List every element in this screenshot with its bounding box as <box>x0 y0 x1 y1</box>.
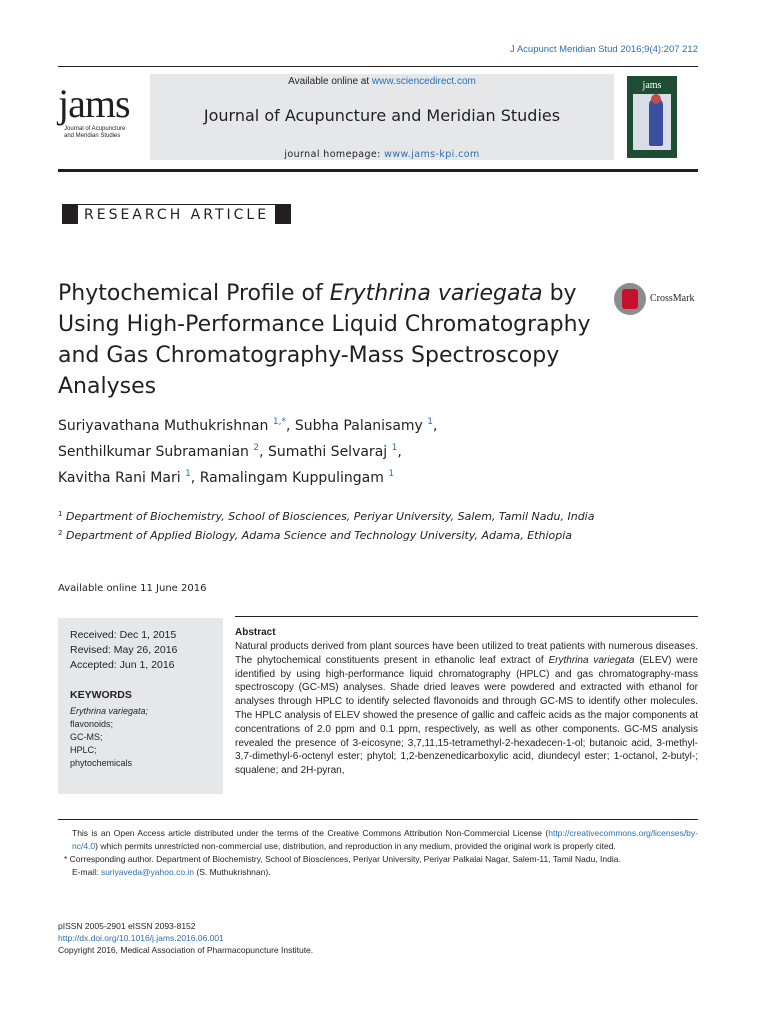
title-species: Erythrina variegata <box>329 281 543 306</box>
author-list <box>58 411 538 489</box>
license-link[interactable]: http://creativecommons.org/licenses/by-nc/4.0 <box>72 828 698 851</box>
article-title <box>58 278 618 402</box>
keyword-item: flavonoids; <box>70 719 114 729</box>
copyright-line: Copyright 2016, Medical Association of Pharmacopuncture Institute. <box>58 945 314 955</box>
doi-link[interactable]: http://dx.doi.org/10.1016/j.jams.2016.06.001 <box>58 933 224 943</box>
title-part-1: Phytochemical Profile of <box>58 281 330 306</box>
logo-subtitle <box>64 126 140 140</box>
author-separator: , <box>397 444 402 460</box>
author-affiliation-mark[interactable]: 1 <box>391 443 398 453</box>
logo-subtitle-line-1: Journal of Acupuncture <box>64 126 126 132</box>
logo-subtitle-line-2: and Meridian Studies <box>64 133 121 139</box>
abstract-heading: Abstract <box>235 627 276 638</box>
journal-cover-image <box>627 76 677 158</box>
author-separator: , <box>285 418 295 434</box>
article-type-text: RESEARCH ARTICLE <box>78 205 275 225</box>
logo-mark: jams <box>58 81 130 126</box>
article-dates <box>70 628 223 673</box>
available-online-date: Available online 11 June 2016 <box>58 583 207 594</box>
header-thick-rule <box>58 169 698 172</box>
jams-logo <box>58 81 140 150</box>
received-date: Received: Dec 1, 2015 <box>70 629 177 641</box>
crossmark-icon-inner <box>622 289 638 309</box>
article-type-label <box>62 204 291 224</box>
email-link[interactable]: suriyaveda@yahoo.co.in <box>100 867 195 877</box>
footnotes <box>58 827 698 879</box>
affiliation-item <box>58 507 618 524</box>
author-affiliation-mark[interactable]: 1 <box>427 417 434 427</box>
affiliation-number: 1 <box>58 510 63 518</box>
author-name: Senthilkumar Subramanian <box>58 444 249 460</box>
available-online-line <box>150 76 614 87</box>
journal-banner <box>150 74 614 160</box>
footnote-rule <box>58 819 698 820</box>
issn-line: pISSN 2005-2901 eISSN 2093-8152 <box>58 921 196 931</box>
crossmark-icon <box>614 283 646 315</box>
journal-title: Journal of Acupuncture and Meridian Studies <box>203 106 561 125</box>
abstract-species: Erythrina variegata <box>548 654 635 666</box>
author-name: Sumathi Selvaraj <box>268 444 388 460</box>
license-note <box>58 827 698 853</box>
author-name: Ramalingam Kuppulingam <box>199 470 384 486</box>
keyword-item: phytochemicals <box>70 758 133 768</box>
affiliation-item <box>58 526 618 543</box>
affiliation-text: Department of Biochemistry, School of Biosciences, Periyar University, Salem, Tamil Nadu, India <box>65 510 595 523</box>
author-affiliation-mark[interactable]: 1 <box>388 469 395 479</box>
author-separator: , <box>259 444 268 460</box>
homepage-link[interactable]: www.jams-kpi.com <box>384 149 480 160</box>
sciencedirect-link[interactable]: www.sciencedirect.com <box>371 76 476 87</box>
article-info-box <box>58 618 223 794</box>
keyword-item: Erythrina variegata; <box>70 706 149 716</box>
email-label: E-mail: <box>72 867 101 877</box>
affiliations <box>58 507 618 545</box>
keyword-item: HPLC; <box>70 745 97 755</box>
author-affiliation-mark[interactable]: 1 <box>185 469 191 479</box>
revised-date: Revised: May 26, 2016 <box>70 644 178 656</box>
homepage-prefix: journal homepage: <box>284 149 385 160</box>
affiliation-number: 2 <box>58 529 63 537</box>
author-separator: , <box>190 470 200 486</box>
keywords-heading: KEYWORDS <box>70 689 132 701</box>
author-affiliation-mark[interactable]: 2 <box>253 443 260 453</box>
author-affiliation-mark[interactable]: 1,* <box>272 417 286 427</box>
title-part-2: by Using High-Performance Liquid Chromatography and Gas Chromatography-Mass Spectroscopy Analyses <box>58 281 591 399</box>
header-rule <box>58 66 698 67</box>
crossmark-badge[interactable] <box>614 283 704 315</box>
cover-head-figure <box>651 94 661 104</box>
available-prefix: Available online at <box>288 76 372 87</box>
abstract-text-1: Natural products derived from plant sources have been utilized to treat patients with numerous diseases. The phytochemical constituents present in ethanolic leaf extract of <box>235 641 698 666</box>
publication-info <box>58 920 313 956</box>
email-line <box>58 866 698 879</box>
keyword-item: GC-MS; <box>70 732 103 742</box>
corresponding-author-note: * Corresponding author. Department of Biochemistry, School of Biosciences, Periyar University, Periyar Palkalai Nagar, Salem-11, Tamil Nadu, India. <box>64 854 621 864</box>
license-text-2: ) which permits unrestricted non-commercial use, distribution, and reproduction in any medium, provided the original work is properly cited. <box>95 841 616 851</box>
author-name: Subha Palanisamy <box>294 418 423 434</box>
abstract-section <box>235 616 698 778</box>
accepted-date: Accepted: Jun 1, 2016 <box>70 659 175 671</box>
author-name: Suriyavathana Muthukrishnan <box>58 418 269 434</box>
journal-citation: J Acupunct Meridian Stud 2016;9(4):207 212 <box>509 44 698 55</box>
cover-illustration <box>633 94 671 150</box>
license-text-1: This is an Open Access article distributed under the terms of the Creative Commons Attribution Non-Commercial License ( <box>72 828 549 838</box>
abstract-body <box>235 640 698 778</box>
author-separator: , <box>433 418 438 434</box>
keywords-list <box>70 705 223 770</box>
journal-homepage-line <box>150 149 614 160</box>
affiliation-text: Department of Applied Biology, Adama Science and Technology University, Adama, Ethiopia <box>65 529 573 542</box>
abstract-text-2: (ELEV) were identified by using high-performance liquid chromatography (HPLC) and gas chromatography-mass spectroscopy (GC-MS) analyses. Shade dried leaves were powdered and extracted with ethanol for analyses through HPLC to identify selected flavonoids and through GC-MS to identify other molecules. The HPLC analysis of ELEV showed the presence of gallic and caffeic acids as the major components at concentrations of 2.0 ppm and 0.1 ppm, respectively, as well as other components. GC-MS analysis revealed the presence of 3-eicosyne; 3,7,11,15-tetramethyl-2-hexadecen-1-ol; butanoic acid, 3-methyl-3,7-dimethyl-6-octenyl ester; phytol; 1,2-benzenedicarboxylic acid, diundecyl ester; 1-octanol, 2-butyl-; squalene; and 2H-pyran, <box>235 654 698 777</box>
cover-body-figure <box>649 98 663 146</box>
crossmark-label: CrossMark <box>650 293 695 304</box>
author-name: Kavitha Rani Mari <box>58 470 181 486</box>
email-suffix: (S. Muthukrishnan). <box>194 867 271 877</box>
cover-title: jams <box>642 80 662 91</box>
